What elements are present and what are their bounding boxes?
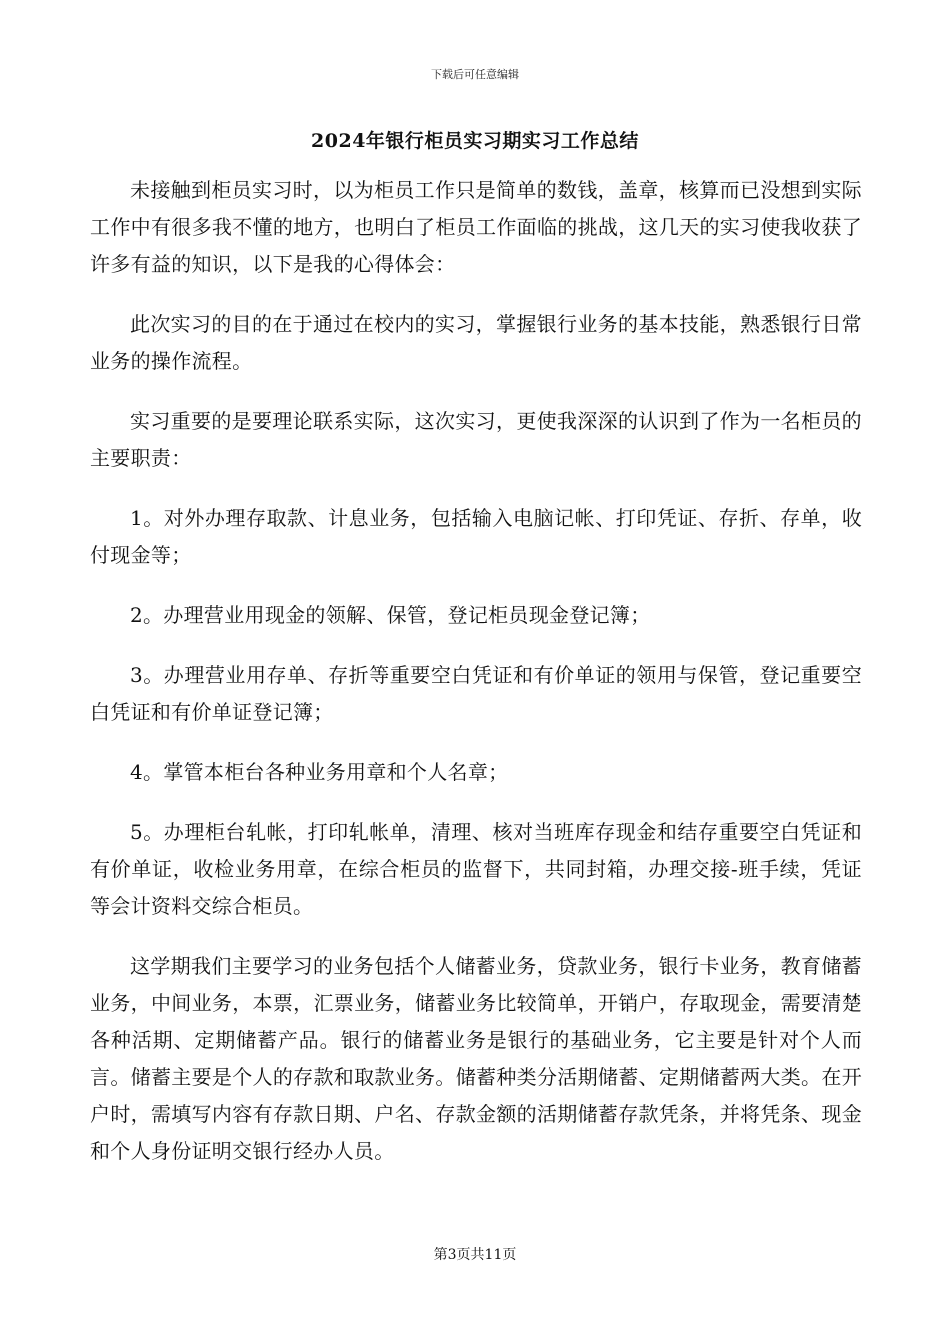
document-title: 2024年银行柜员实习期实习工作总结 xyxy=(311,130,639,152)
paragraph-business: 这学期我们主要学习的业务包括个人储蓄业务，贷款业务，银行卡业务，教育储蓄业务，中间业务，本票，汇票业务，储蓄业务比较简单，开销户，存取现金，需要清楚各种活期、定期储蓄产品。银行的储蓄业务是银行的基础业务，它主要是针对个人而言。储蓄主要是个人的存款和取款业务。储蓄种类分活期储蓄、定期储蓄两大类。在开户时，需填写内容有存款日期、户名、存款金额的活期储蓄存款凭条，并将凭条、现金和个人身份证明交银行经办人员。 xyxy=(90,954,862,1163)
paragraph-duty-4: 4。掌管本柜台各种业务用章和个人名章； xyxy=(130,760,509,784)
page-number: 第3页共11页 xyxy=(433,1247,517,1263)
paragraph-purpose: 此次实习的目的在于通过在校内的实习，掌握银行业务的基本技能，熟悉银行日常业务的操作流程。 xyxy=(90,312,862,373)
paragraph-duty-2: 2。办理营业用现金的领解、保管，登记柜员现金登记簿； xyxy=(130,603,651,627)
header-note: 下载后可任意编辑 xyxy=(431,68,519,81)
paragraph-duty-1: 1。对外办理存取款、计息业务，包括输入电脑记帐、打印凭证、存折、存单，收付现金等； xyxy=(90,506,862,567)
paragraph-duties-intro: 实习重要的是要理论联系实际，这次实习，更使我深深的认识到了作为一名柜员的主要职责： xyxy=(90,409,862,470)
paragraph-duty-3: 3。办理营业用存单、存折等重要空白凭证和有价单证的领用与保管，登记重要空白凭证和有价单证登记簿； xyxy=(90,663,862,724)
paragraph-intro: 未接触到柜员实习时，以为柜员工作只是简单的数钱，盖章，核算而已没想到实际工作中有很多我不懂的地方，也明白了柜员工作面临的挑战，这几天的实习使我收获了许多有益的知识，以下是我的心得体会： xyxy=(90,178,862,276)
document-body xyxy=(90,172,862,1193)
paragraph-duty-5: 5。办理柜台轧帐，打印轧帐单，清理、核对当班库存现金和结存重要空白凭证和有价单证，收检业务用章，在综合柜员的监督下，共同封箱，办理交接-班手续，凭证等会计资料交综合柜员。 xyxy=(90,820,862,918)
